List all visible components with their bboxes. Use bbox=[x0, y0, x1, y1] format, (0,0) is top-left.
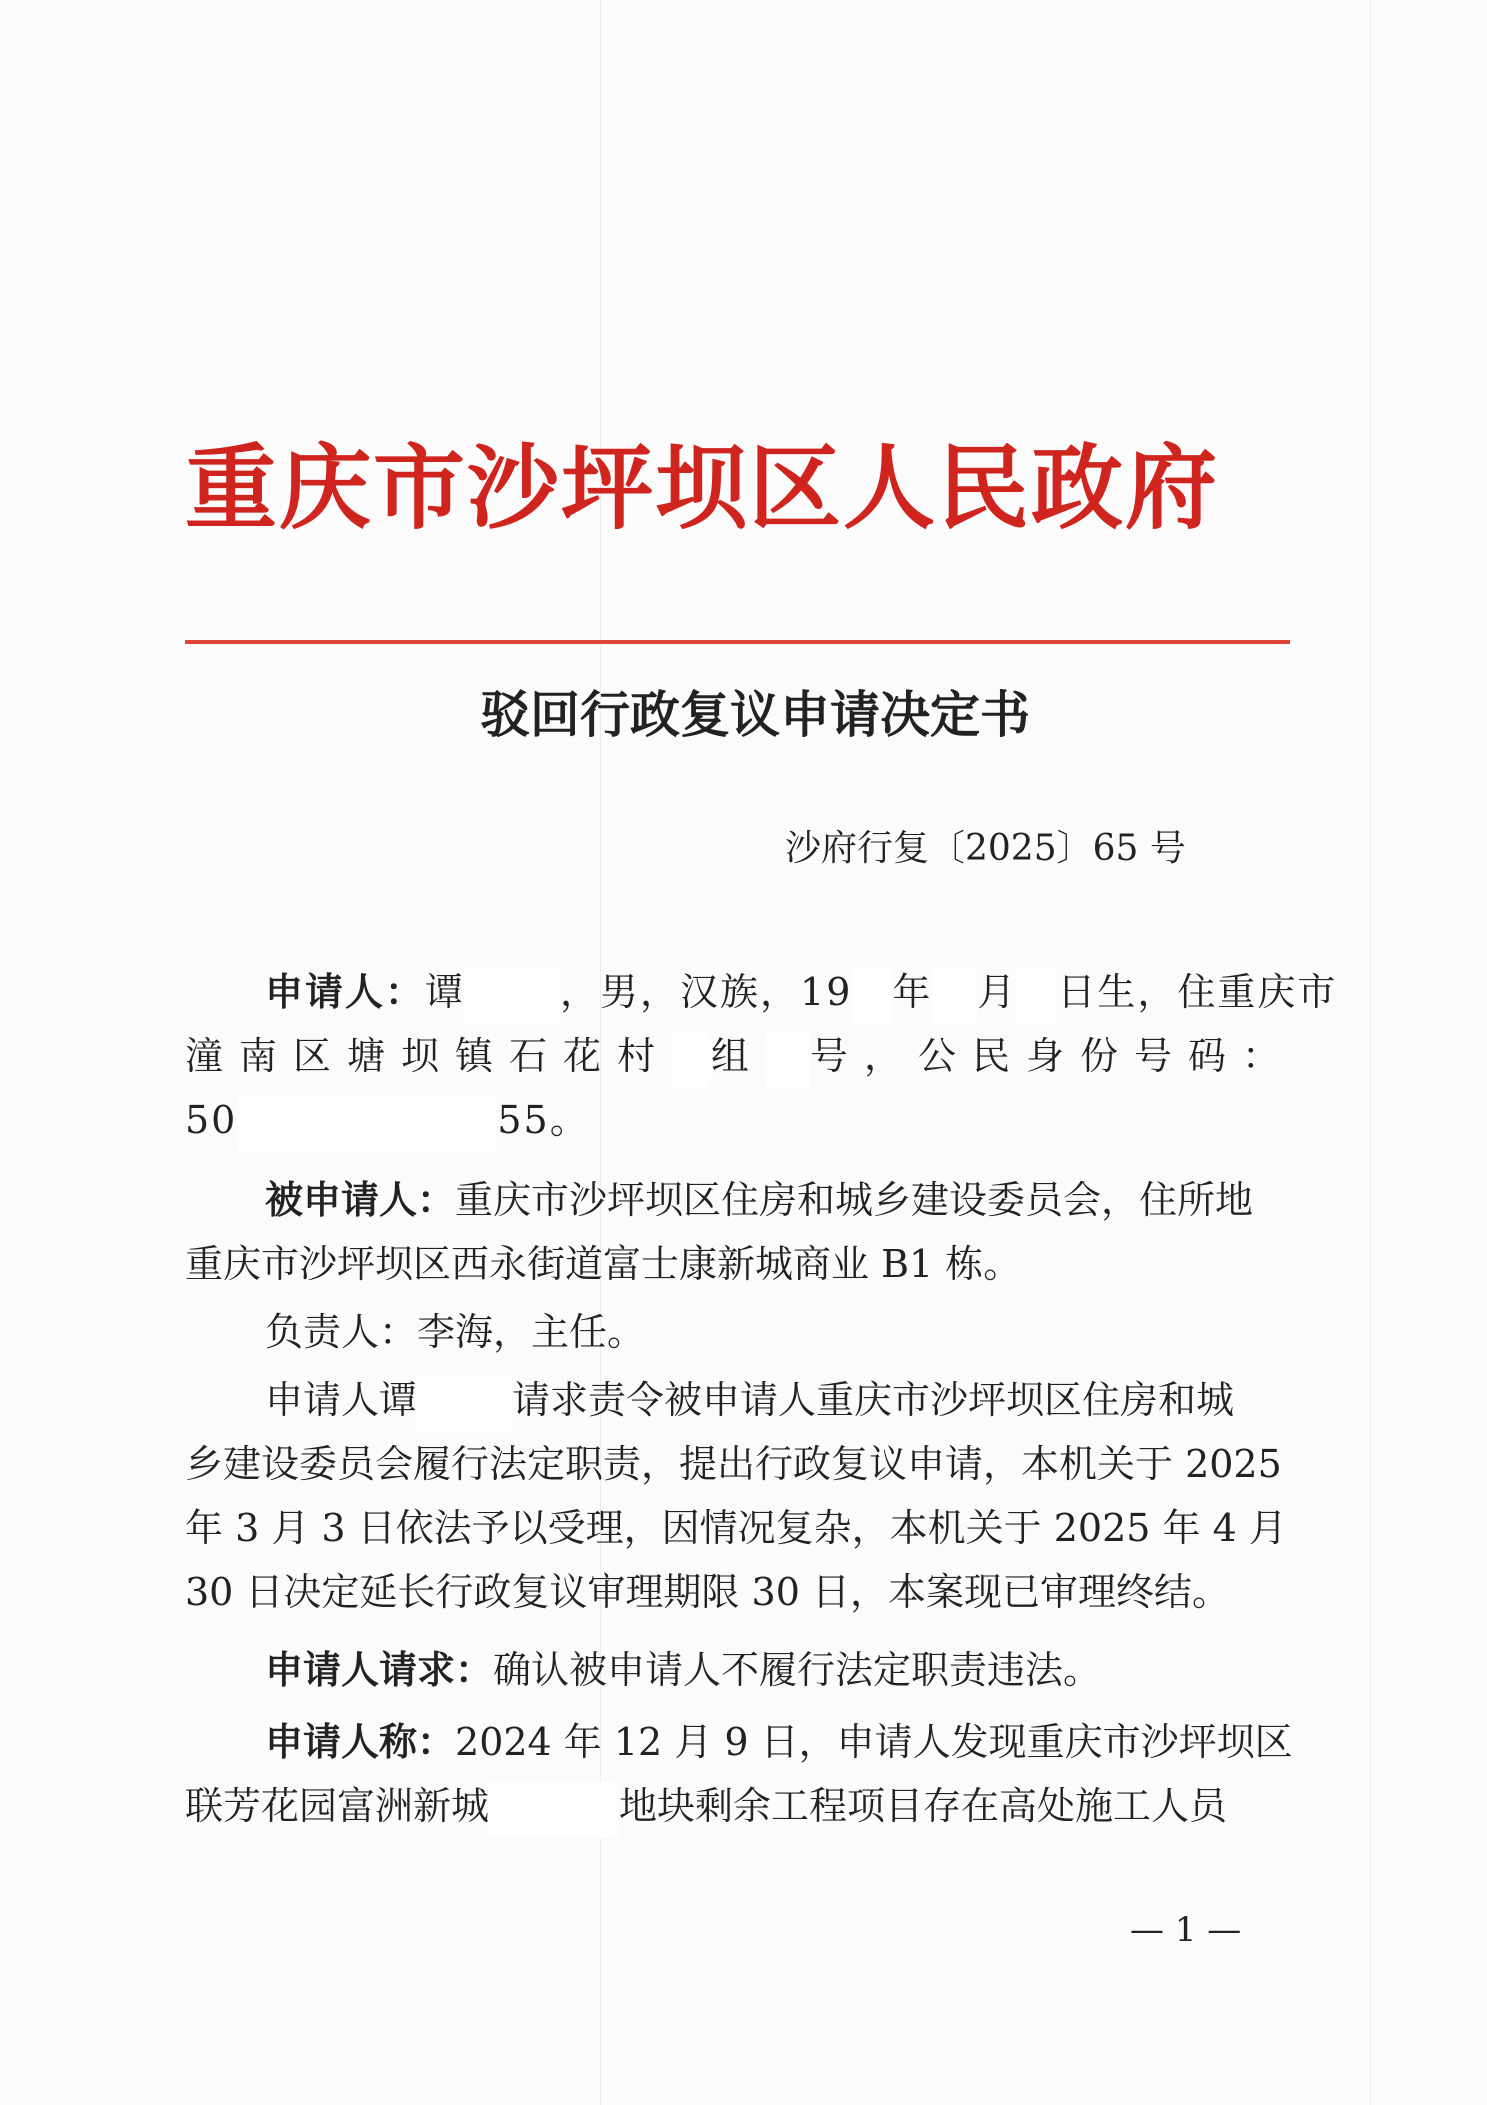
red-divider bbox=[185, 640, 1290, 644]
redaction bbox=[465, 968, 560, 1024]
issuing-organization: 重庆市沙坪坝区人民政府 bbox=[185, 434, 1220, 542]
redaction bbox=[765, 1032, 810, 1088]
redaction bbox=[417, 1376, 512, 1432]
responsible-person: 负责人：李海，主任。 bbox=[265, 1310, 646, 1354]
page-number: — 1 — bbox=[1130, 1910, 1242, 1950]
document-title: 驳回行政复议申请决定书 bbox=[480, 685, 1030, 744]
request-label: 申请人请求： bbox=[265, 1647, 494, 1692]
respondent-paragraph: 被申请人：重庆市沙坪坝区住房和城乡建设委员会，住所地 重庆市沙坪坝区西永街道富士康新城商业 B1 栋。 bbox=[185, 1177, 1254, 1286]
redaction bbox=[489, 1782, 619, 1838]
claim-paragraph: 申请人称：2024 年 12 月 9 日，申请人发现重庆市沙坪坝区 联芳花园富洲新城 地块剩余工程项目存在高处施工人员 bbox=[185, 1710, 1285, 1838]
redaction bbox=[1017, 968, 1057, 1024]
procedure-paragraph: 申请人谭 请求责令被申请人重庆市沙坪坝区住房和城 乡建设委员会履行法定职责，提出行政复议申请，本机关于 2025 年 3 月 3 日依法予以受理，因情况复杂，本机关于 2025 年 4 月 30 日决定延长行政复议审理期限 30 日，本案现已审理终结。 bbox=[185, 1368, 1285, 1624]
redaction bbox=[671, 1032, 711, 1088]
request-paragraph: 申请人请求：确认被申请人不履行法定职责违法。 bbox=[265, 1647, 1102, 1692]
scan-artifact bbox=[1370, 0, 1371, 2105]
redaction bbox=[237, 1096, 497, 1152]
claim-label: 申请人称： bbox=[265, 1719, 456, 1764]
redaction bbox=[932, 968, 977, 1024]
applicant-paragraph: 申请人：谭 ，男，汉族，19 年 月 日生，住重庆市 潼南区塘坝镇石花村 组 号，公民身份号码： 50 55。 bbox=[185, 960, 1285, 1152]
redaction bbox=[852, 968, 892, 1024]
applicant-label: 申请人： bbox=[265, 969, 426, 1014]
document-number: 沙府行复〔2025〕65 号 bbox=[785, 828, 1186, 869]
respondent-label: 被申请人： bbox=[265, 1177, 456, 1222]
